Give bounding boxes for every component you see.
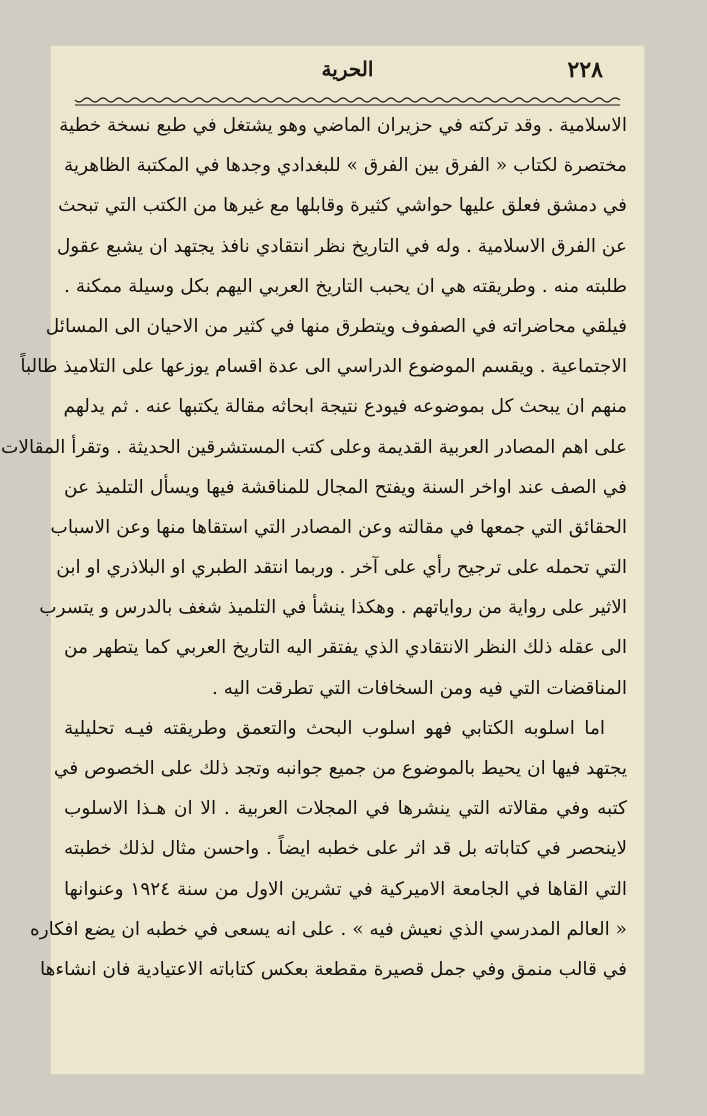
text-line: كتبه وفي مقالاته التي ينشرها في المجلات العربية . الا ان هـذا الاسلوب [64,798,627,820]
text-line: التي تحمله على ترجيح رأي على آخر . وربما انتقد الطبري او البلاذري او ابن [56,557,627,579]
text-line: طلبته منه . وطريقته هي ان يحبب التاريخ العربي اليهم بكل وسيلة ممكنة . [64,275,627,297]
text-line: في الصف عند اواخر السنة ويفتح المجال للمناقشة فيها ويسأل التلميذ عن [64,476,627,498]
text-line: في دمشق فعلق عليها حواشي كثيرة وقابلها مع غيرها من الكتب التي تبحث [58,195,627,217]
text-line: فيلقي محاضراته في الصفوف ويتطرق منها في كثير من الاحيان الى المسائل [45,315,627,337]
text-line: الى عقله ذلك النظر الانتقادي الذي يفتقر اليه التاريخ العربي كما يتطهر من [64,637,627,659]
body-text [0,106,627,990]
text-line: على اهم المصادر العربية القديمة وعلى كتب المستشرقين الحديثة . وتقرأ المقالات [0,436,627,458]
text-line: الاثير على رواية من رواياتهم . وهكذا ينشأ في التلميذ شغف بالدرس و يتسرب [39,597,627,619]
text-line: الاسلامية . وقد تركته في حزيران الماضي وهو يشتغل في طبع نسخة خطية [59,115,627,136]
text-line: مختصرة لكتاب « الفرق بين الفرق » للبغدادي وجدها في المكتبة الظاهرية [64,155,627,177]
text-line: الحقائق التي جمعها في مقالته وعن المصادر التي استقاها منها وعن الاسباب [50,516,627,538]
text-line: يجتهد فيها ان يحيط بالموضوع من جميع جوانبه وتجد ذلك على الخصوص في [53,758,627,779]
page-header [78,55,617,91]
text-line: منهم ان يبحث كل بموضوعه فيودع نتيجة ابحاثه مقالة يكتبها عنه . ثم يدلهم [63,396,627,418]
text-line: « العالم المدرسي الذي نعيش فيه » . على انه يسعى في خطبه ان يضع افكاره [30,918,627,940]
text-line: الاجتماعية . ويقسم الموضوع الدراسي الى عدة اقسام يوزعها على التلاميذ طالباً [20,356,627,378]
page-number: ٢٢٨ [567,57,603,83]
text-line: لاينحصر في كتاباته بل قد اثر على خطبه ايضاً . واحسن مثال لذلك خطبته [64,838,627,860]
text-line: في قالب منمق وفي جمل قصيرة مقطعة بعكس كتاباته الاعتيادية فان انشاءها [39,958,627,980]
paragraph-start-line: اما اسلوبه الكتابي فهو اسلوب البحث والتعمق وطريقته فيـه تحليلية [64,717,605,739]
book-page [0,45,645,1075]
paragraph-end-line: المناقضات التي فيه ومن السخافات التي تطرقت اليه . [212,677,627,699]
text-line: التي القاها في الجامعة الاميركية في تشرين الاول من سنة ١٩٢٤ وعنوانها [64,878,627,900]
running-title: الحرية [321,57,374,81]
text-line: عن الفرق الاسلامية . وله في التاريخ نظر انتقادي نافذ يجتهد ان يشبع عقول [56,235,627,257]
